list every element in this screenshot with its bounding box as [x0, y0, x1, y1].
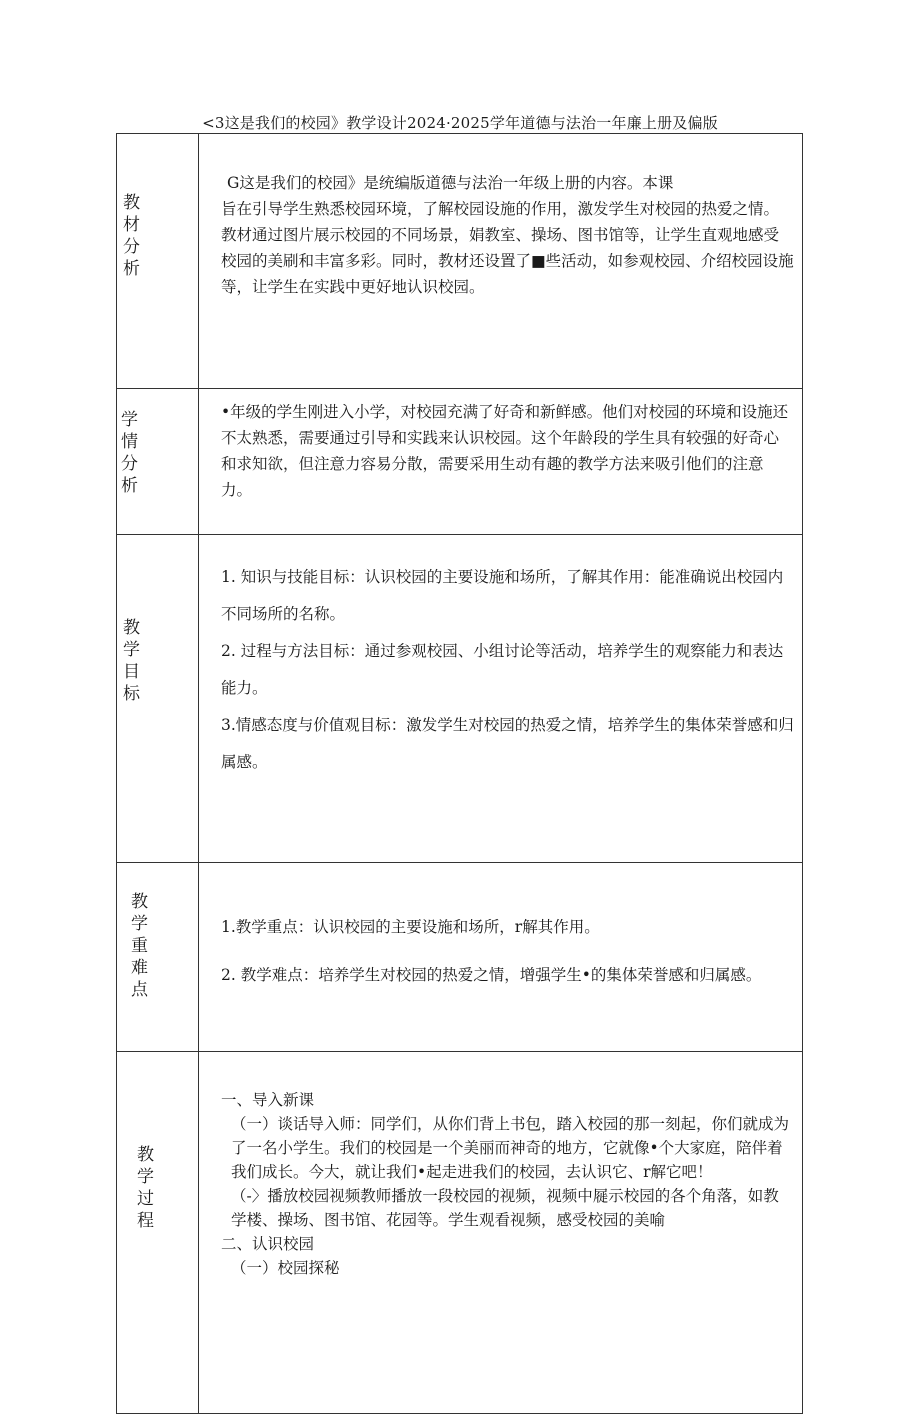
- section-heading: 一、导入新课: [221, 1091, 315, 1109]
- content-paragraph: 2. 过程与方法目标：通过参观校园、小组讨论等活动，培养学生的观察能力和表达能力。: [221, 642, 784, 697]
- content-paragraph: G这是我们的校园》是统编版道德与法治一年级上册的内容。本课: [227, 174, 674, 192]
- row-label: 教 学 目 标: [123, 618, 140, 704]
- content-paragraph: 旨在引导学生熟悉校园环境，了解校园设施的作用，激发学生对校园的热爱之情。教材通过图片展示校园的不同场景，娟教室、操场、图书馆等，让学生直观地感受校园的美刷和丰富多彩。同时，教材还设置了■些活动，如参观校园、介绍校园设施等，让学生在实践中更好地认识校园。: [221, 200, 794, 296]
- row-label: 教 材 分 析: [123, 193, 140, 279]
- row-label-cell: [117, 535, 199, 863]
- row-label: 学 情 分 析: [121, 410, 138, 496]
- table-row-learner-analysis: [117, 389, 803, 535]
- row-label: 教 学 过 程: [137, 1145, 154, 1231]
- row-label-cell: [117, 389, 199, 535]
- section-heading: 二、认识校园: [221, 1235, 315, 1253]
- row-label-cell: [117, 863, 199, 1052]
- content-paragraph: （一）谈话导入师：同学们，从你们背上书包，踏入校园的那一刻起，你们就成为了一名小学生。我们的校园是一个美丽而神奇的地方，它就像•个大家庭，陪伴着我们成长。今大，就让我们•起走进我们的校园，去认识它、r解它吧！: [231, 1115, 790, 1181]
- table-row-key-difficult-points: [117, 863, 803, 1052]
- content-paragraph: •年级的学生刚进入小学，对校园充满了好奇和新鲜感。他们对校园的环境和设施还不太熟悉，需要通过引导和实践来认识校园。这个年龄段的学生具有较强的好奇心和求知欲，但注意力容易分散，需要采用生动有趣的教学方法来吸引他们的注意力。: [221, 403, 789, 499]
- row-content-cell: [199, 134, 803, 389]
- row-content-cell: [199, 1052, 803, 1414]
- row-label: 教 学 重 难 点: [131, 892, 148, 1000]
- row-content-cell: [199, 535, 803, 863]
- row-label-cell: [117, 1052, 199, 1414]
- row-content-cell: [199, 863, 803, 1052]
- content-paragraph: 1.教学重点：认识校园的主要设施和场所，r解其作用。: [221, 918, 600, 936]
- content-paragraph: （-〉播放校园视频教师播放一段校园的视频，视频中屣示校园的各个角落，如教学楼、操场、图书馆、花园等。学生观看视频，感受校园的美喻: [231, 1187, 779, 1229]
- document-title: <3这是我们的校园》教学设计2024·2025学年道德与法治一年廉上册及偏版: [202, 114, 718, 132]
- table-row-teaching-process: [117, 1052, 803, 1414]
- table-row-material-analysis: [117, 134, 803, 389]
- content-paragraph: 2. 教学难点：培养学生对校园的热爱之情，增强学生•的集体荣誉感和归属感。: [221, 966, 762, 984]
- content-paragraph: （一）校园探秘: [231, 1259, 340, 1277]
- lesson-plan-table: [116, 133, 803, 1414]
- row-label-cell: [117, 134, 199, 389]
- content-paragraph: 3.情感态度与价值观目标：激发学生对校园的热爱之情，培养学生的集体荣誉感和归属感。: [221, 716, 794, 771]
- content-paragraph: 1. 知识与技能目标：认识校园的主要设施和场所，了解其作用：能准确说出校园内不同场所的名称。: [221, 568, 784, 623]
- table-row-teaching-objectives: [117, 535, 803, 863]
- row-content-cell: [199, 389, 803, 535]
